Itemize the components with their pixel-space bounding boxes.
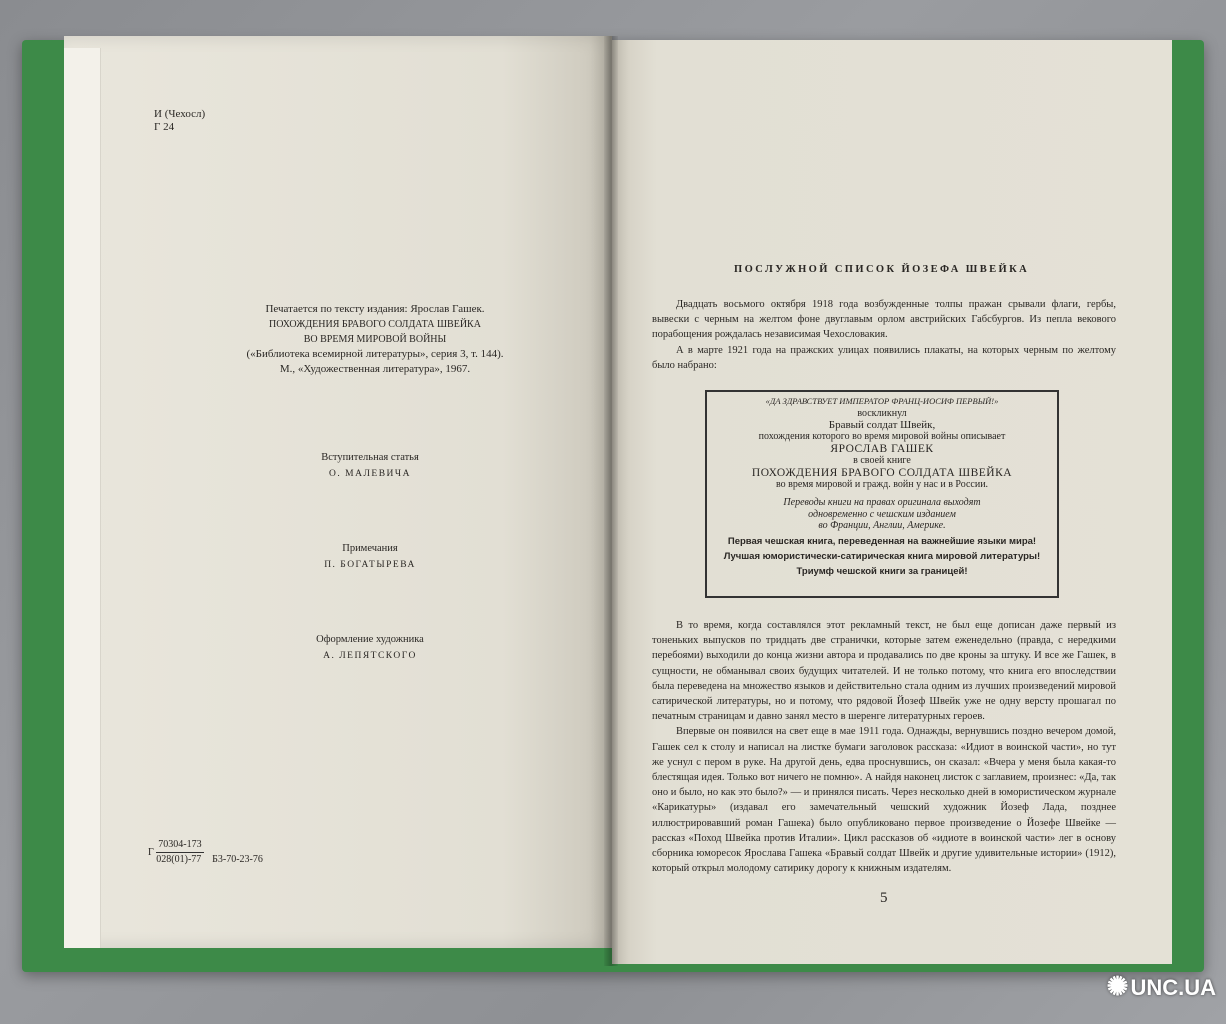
paragraph: А в марте 1921 года на пражских улицах появились плакаты, на которых черным по желтому было набрано:: [652, 344, 1116, 371]
paragraph: Впервые он появился на свет еще в мае 1911 года. Однажды, вернувшись поздно вечером домой, Гашек сел к столу и написал на листке бумаги заголовок рассказа: «Идиот в воинской части», но тут же уснул с пером в руке. На другой день, едва проснувшись, он сказал: «Вчера у меня была какая-то блестящая идея. Только вот ничего не помню». А найдя наконец листок с заглавием, произнес: «Да, так оно и было, но как это было?» — и принялся писать. Через несколько дней в юмористическом журнале «Карикатуры» (издавал его замечательный чешский художник Йозеф Лада, позднее иллюстрировавший роман Гашека) было опубликовано первое произведение о Йозефе Швейке — рассказ «Поход Швейка против Италии». Цикл рассказов об «идиоте в воинской части» лег в основу сборника юморесок Ярослава Гашека «Бравый солдат Швейк и другие удивительные истории» (1912), который открыл молодому сатирику дорогу к книжным издателям.: [652, 726, 1116, 875]
credit-role: Примечания: [342, 543, 398, 554]
poster-line: Бравый солдат Швейк,: [828, 418, 936, 431]
catalog-index: [148, 838, 263, 867]
credit-role: Вступительная статья: [321, 452, 419, 463]
poster-box: [705, 390, 1059, 598]
chapter-heading: ПОСЛУЖНОЙ СПИСОК ЙОЗЕФА ШВЕЙКА: [734, 264, 1030, 275]
main-text: [652, 618, 1116, 876]
poster-line: Первая чешская книга, переведенная на важнейшие языки мира!: [727, 536, 1037, 548]
paragraph: В то время, когда составлялся этот рекламный текст, не был еще дописан даже первый из тоненьких выпусков по тридцать две странички, которые затем еженедельно (правда, с нередкими перебоями) выходили до конца жизни автора и продавались по две кроны за штуку. И все же Гашек, в сущности, не обманывал своих будущих читателей. И не только потому, что книга его впоследствии была переведена на множество языков и действительно стала одним из лучших произведений мировой сатирической литературы, но и потому, что рядовой Йозеф Швейк уже не одну версту прошагал по печатным страницам и давно занял место в шеренге литературных героев.: [652, 620, 1116, 723]
library-code-line: И (Чехосл): [154, 108, 206, 120]
poster-line: «ДА ЗДРАВСТВУЕТ ИМПЕРАТОР ФРАНЦ-ИОСИФ ПЕРВЫЙ!»: [765, 396, 999, 406]
catalog-prefix: Г: [148, 846, 154, 858]
catalog-numerator: 70304-173: [156, 838, 203, 853]
credit-name: О. МАЛЕВИЧА: [329, 469, 411, 479]
catalog-fraction: [156, 838, 203, 867]
catalog-code: Б3-70-23-76: [212, 854, 263, 865]
imprint-line: Печатается по тексту издания: Ярослав Гашек.: [265, 303, 485, 315]
poster-line: ПОХОЖДЕНИЯ БРАВОГО СОЛДАТА ШВЕЙКА: [751, 466, 1013, 479]
intro-text: [652, 297, 1116, 373]
library-code-line: Г 24: [154, 121, 175, 133]
book-gutter: [604, 36, 618, 966]
poster-line: Лучшая юмористически-сатирическая книга мировой литературы!: [723, 551, 1041, 563]
watermark-text: UNC.UA: [1130, 975, 1216, 1000]
watermark: [1107, 971, 1216, 1002]
credit-name: П. БОГАТЫРЕВА: [324, 560, 416, 570]
credit-notes: [280, 541, 460, 573]
credit-role: Оформление художника: [316, 634, 424, 645]
endpaper-strip: [64, 48, 101, 948]
poster-line: во Франции, Англии, Америке.: [818, 520, 946, 532]
page-number: 5: [880, 890, 888, 906]
imprint-line: М., «Художественная литература», 1967.: [279, 363, 471, 375]
poster-line: во время мировой и гражд. войн у нас и в России.: [775, 478, 989, 490]
poster-line: ЯРОСЛАВ ГАШЕК: [830, 443, 934, 456]
poster-line: одновременно с чешским изданием: [808, 508, 956, 520]
poster-line: Переводы книги на правах оригинала выходят: [783, 496, 981, 508]
credit-name: А. ЛЕПЯТСКОГО: [323, 651, 417, 661]
poster-line: воскликнул: [857, 407, 907, 419]
catalog-denominator: 028(01)-77: [156, 854, 202, 865]
imprint-block: [240, 302, 510, 377]
poster-line: похождения которого во время мировой войны описывает: [758, 431, 1006, 443]
imprint-line: ВО ВРЕМЯ МИРОВОЙ ВОЙНЫ: [303, 334, 447, 345]
credit-intro: [280, 450, 460, 482]
star-burst-icon: ✺: [1106, 971, 1129, 1001]
library-code: [154, 108, 205, 134]
credit-design: [280, 632, 460, 664]
imprint-line: ПОХОЖДЕНИЯ БРАВОГО СОЛДАТА ШВЕЙКА: [269, 319, 481, 330]
imprint-line: («Библиотека всемирной литературы», серия 3, т. 144).: [246, 348, 504, 360]
poster-line: Триумф чешской книги за границей!: [796, 566, 968, 578]
left-page: [64, 36, 612, 948]
poster-line: в своей книге: [853, 455, 911, 467]
paragraph: Двадцать восьмого октября 1918 года возбужденные толпы пражан срывали флаги, гербы, вывески с черным на желтом фоне двуглавым орлом австрийских Габсбургов. Из пепла векового порабощения рождалась независимая Чехословакия.: [652, 299, 1116, 341]
